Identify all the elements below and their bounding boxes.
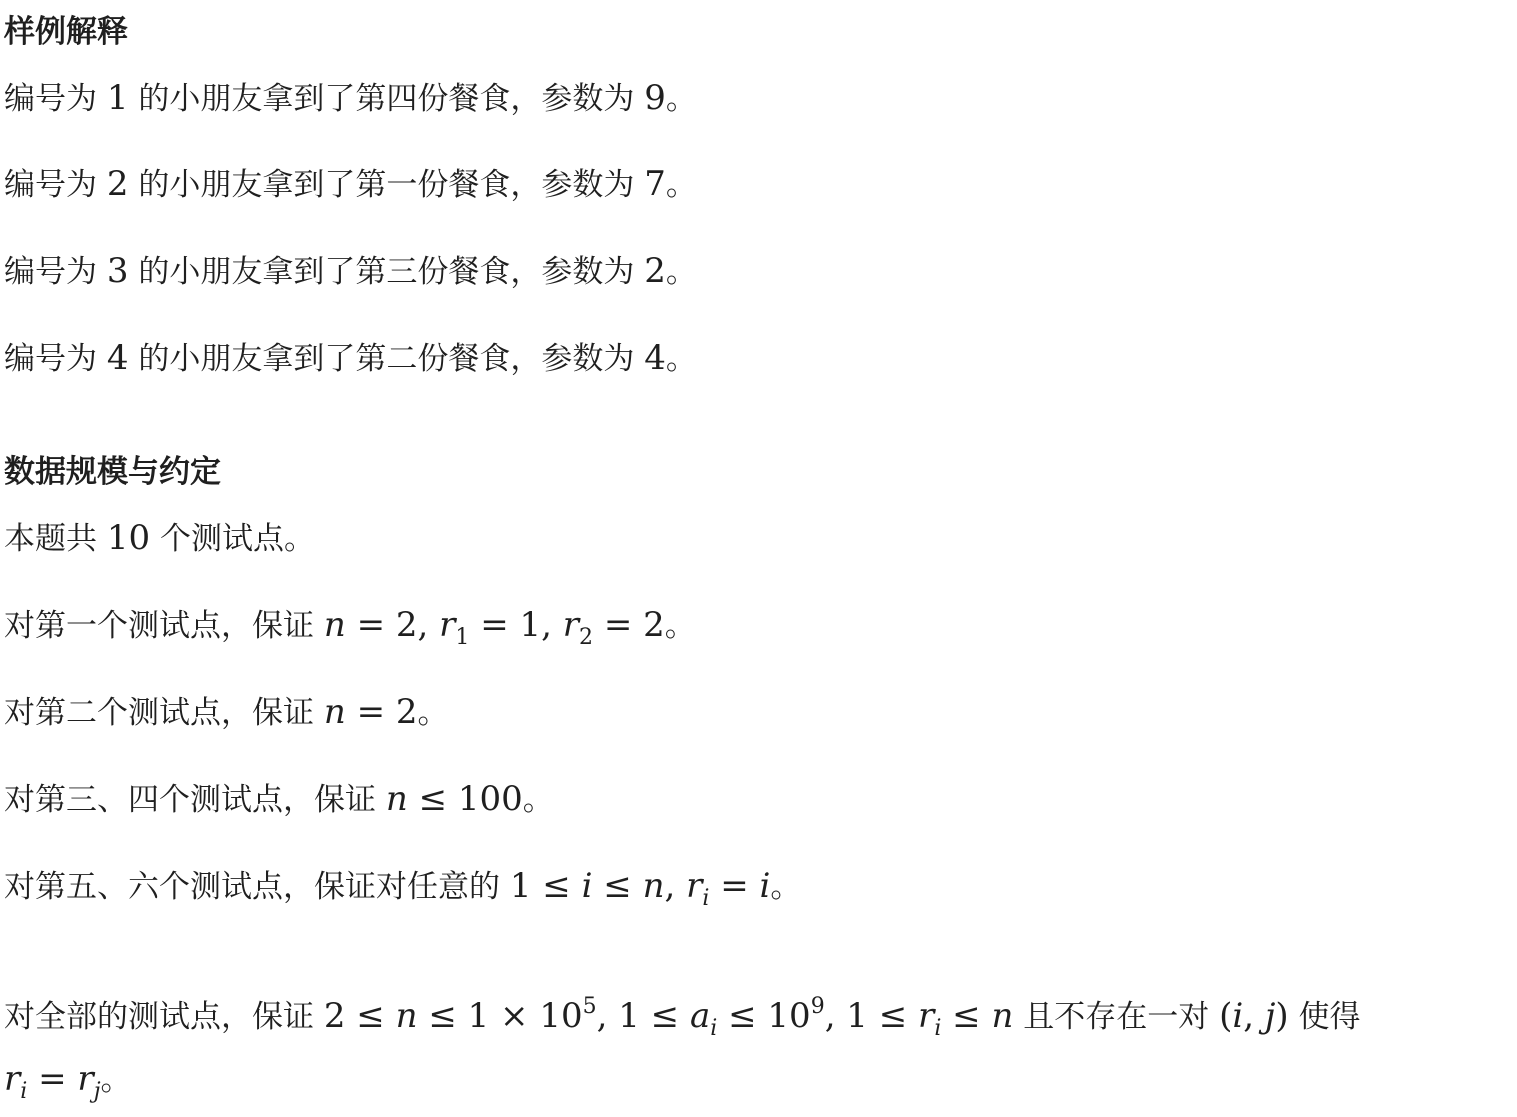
- formula-pair: (i, j): [1219, 996, 1289, 1036]
- constraint-case-1: 对第一个测试点，保证 n = 2, $r_1 = 1$, $r_2 = 2$。: [4, 605, 696, 650]
- sample-explanation-line-4: 编号为 4 的小朋友拿到了第二份餐食，参数为 4。: [4, 338, 697, 378]
- formula-case-3-4: n ≤ 100: [385, 779, 523, 819]
- formula-all-tests: $2 \le n \le 1 \times 10^5$, $1 \le a_i \le 10^9$, $1 \le r_i \le n$: [323, 994, 1014, 1041]
- formula-case-5-6: 1 ≤ i ≤ n, $r_i = i$: [509, 866, 771, 911]
- constraint-all-tests: 对全部的测试点，保证 $2 \le n \le 1 \times 10^5$, $1 \le a_i \le 10^9$, $1 \le r_i \le n$ 且不存在一对 (i, j) 使得 $r_i = r_j$。: [4, 994, 1361, 1104]
- constraint-case-3-4: 对第三、四个测试点，保证 n ≤ 100。: [4, 779, 554, 819]
- sample-explanation-line-1: 编号为 1 的小朋友拿到了第四份餐食，参数为 9。: [4, 78, 697, 118]
- constraint-total-tests: 本题共 10 个测试点。: [4, 518, 315, 558]
- formula-case-2: n = 2: [323, 692, 418, 732]
- sample-explanation-line-2: 编号为 2 的小朋友拿到了第一份餐食，参数为 7。: [4, 164, 697, 204]
- constraint-case-2: 对第二个测试点，保证 n = 2。: [4, 692, 449, 732]
- formula-case-1: n = 2, $r_1 = 1$, $r_2 = 2$: [323, 605, 665, 650]
- formula-ri-eq-rj: $r_i = r_j$: [4, 1059, 101, 1104]
- sample-explanation-line-3: 编号为 3 的小朋友拿到了第三份餐食，参数为 2。: [4, 251, 697, 291]
- sample-explanation-heading: 样例解释: [4, 14, 128, 50]
- constraint-case-5-6: 对第五、六个测试点，保证对任意的 1 ≤ i ≤ n, $r_i = i$。: [4, 866, 802, 911]
- constraints-heading: 数据规模与约定: [4, 454, 221, 490]
